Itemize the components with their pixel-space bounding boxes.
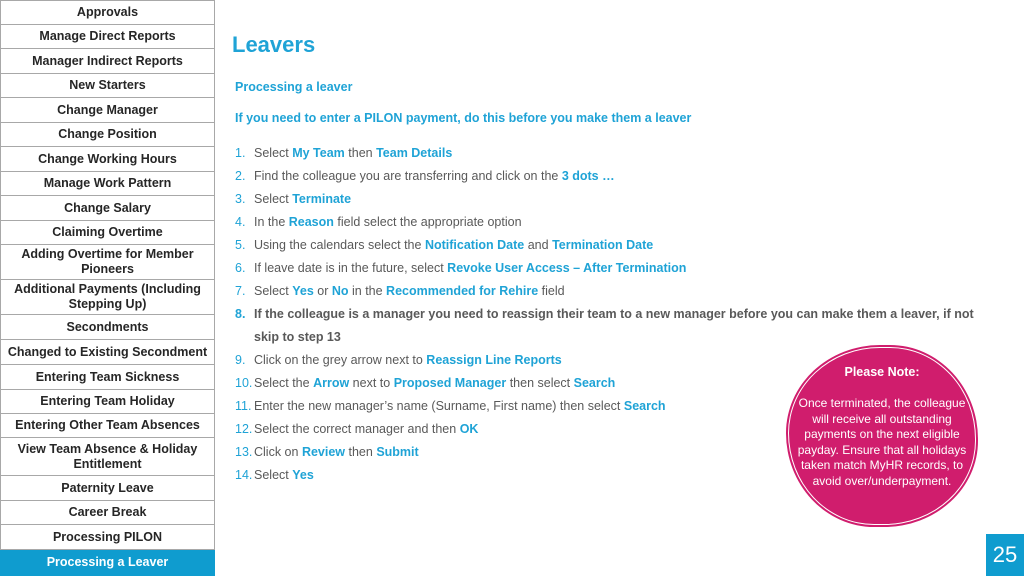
nav-item-changed-existing-secondment[interactable]: Changed to Existing Secondment: [0, 340, 215, 365]
step-highlight: OK: [459, 422, 479, 436]
step-highlight: No: [331, 284, 349, 298]
nav-item-view-team-absence-holiday[interactable]: View Team Absence & Holiday Entitlement: [0, 438, 215, 476]
step-text: [254, 211, 994, 234]
step-text-part: If leave date is in the future, select: [254, 261, 448, 275]
nav-item-change-salary[interactable]: Change Salary: [0, 196, 215, 221]
nav-item-entering-team-sickness[interactable]: Entering Team Sickness: [0, 365, 215, 390]
step-text: [254, 188, 994, 211]
step-number: 12.: [235, 422, 253, 436]
step-number: 10.: [235, 376, 253, 390]
step-number: 8.: [235, 307, 246, 321]
nav-item-new-starters[interactable]: New Starters: [0, 74, 215, 98]
step-highlight: Submit: [376, 445, 419, 459]
step-text-part: then select: [506, 376, 574, 390]
please-note-body: Once terminated, the colleague will receive all outstanding payments on the next eligible payday. Ensure that all holidays taken match MyHR records, to avoid over/underpayment.: [797, 396, 967, 488]
please-note-title: Please Note:: [844, 365, 920, 379]
page-title: Leavers: [232, 32, 316, 57]
step-text-part: or: [313, 284, 332, 298]
step-highlight: Team Details: [376, 146, 453, 160]
step-text-part: Click on: [254, 445, 302, 459]
step-text-part: Enter the new manager’s name (Surname, First name) then select: [254, 399, 624, 413]
step-text-part: Select the: [254, 376, 314, 390]
step-highlight: Proposed Manager: [393, 376, 507, 390]
step-text: [254, 303, 994, 349]
step-number: 14.: [235, 468, 253, 482]
step-highlight: Arrow: [313, 376, 350, 390]
step-number: 5.: [235, 238, 246, 252]
step-text-part: Click on the grey arrow next to: [254, 353, 427, 367]
nav-item-adding-overtime-member-pioneers[interactable]: Adding Overtime for Member Pioneers: [0, 245, 215, 280]
nav-item-change-working-hours[interactable]: Change Working Hours: [0, 147, 215, 172]
step-text: [254, 165, 994, 188]
nav-item-manager-indirect-reports[interactable]: Manager Indirect Reports: [0, 49, 215, 74]
step-text-part: If the colleague is a manager you need to reassign their team to a new manager before you can make them a leaver, if not skip to step 13: [254, 307, 974, 344]
step-text-part: Find the colleague you are transferring and click on the: [254, 169, 562, 183]
step-text-part: Select: [254, 192, 293, 206]
step-text-part: In the: [254, 215, 289, 229]
step-number: 1.: [235, 146, 246, 160]
page-number: 25: [986, 534, 1024, 576]
step-text-part: Select the correct manager and then: [254, 422, 460, 436]
pilon-instruction: If you need to enter a PILON payment, do this before you make them a leaver: [235, 111, 692, 125]
nav-item-career-break[interactable]: Career Break: [0, 501, 215, 525]
step-highlight: My Team: [292, 146, 345, 160]
step-text-part: field select the appropriate option: [333, 215, 522, 229]
step-highlight: Reason: [288, 215, 334, 229]
nav-item-manage-direct-reports[interactable]: Manage Direct Reports: [0, 25, 215, 49]
step-highlight: Terminate: [292, 192, 352, 206]
nav-item-entering-other-team-absences[interactable]: Entering Other Team Absences: [0, 414, 215, 438]
step-highlight: Reassign Line Reports: [426, 353, 562, 367]
step-highlight: 3 dots …: [561, 169, 615, 183]
step-highlight: Notification Date: [424, 238, 525, 252]
step-highlight: Recommended for Rehire: [386, 284, 539, 298]
step-text-part: Select: [254, 146, 293, 160]
nav-item-manage-work-pattern[interactable]: Manage Work Pattern: [0, 172, 215, 196]
step-highlight: Revoke User Access – After Termination: [447, 261, 687, 275]
step-text-part: then: [344, 146, 377, 160]
step-text-part: Select: [254, 468, 293, 482]
step-number: 3.: [235, 192, 246, 206]
step-number: 6.: [235, 261, 246, 275]
step-highlight: Yes: [292, 284, 314, 298]
step-text-part: and: [524, 238, 553, 252]
step-text-part: next to: [349, 376, 394, 390]
step-number: 2.: [235, 169, 246, 183]
step-highlight: Review: [301, 445, 346, 459]
nav-item-change-position[interactable]: Change Position: [0, 123, 215, 147]
step-number: 4.: [235, 215, 246, 229]
nav-item-additional-payments[interactable]: Additional Payments (Including Stepping Up): [0, 280, 215, 315]
step-text-part: field: [538, 284, 565, 298]
step-text-part: in the: [348, 284, 387, 298]
step-highlight: Search: [573, 376, 616, 390]
nav-item-paternity-leave[interactable]: Paternity Leave: [0, 476, 215, 501]
sidebar-nav: [0, 0, 216, 576]
nav-item-secondments[interactable]: Secondments: [0, 315, 215, 340]
nav-item-change-manager[interactable]: Change Manager: [0, 98, 215, 123]
step-text-part: Using the calendars select the: [254, 238, 425, 252]
step-text-part: then: [345, 445, 377, 459]
nav-item-claiming-overtime[interactable]: Claiming Overtime: [0, 221, 215, 245]
nav-item-entering-team-holiday[interactable]: Entering Team Holiday: [0, 390, 215, 414]
step-text: [254, 234, 994, 257]
step-number: 13.: [235, 445, 253, 459]
nav-item-processing-a-leaver[interactable]: Processing a Leaver: [0, 550, 215, 576]
step-text: [254, 142, 994, 165]
step-text: [254, 257, 994, 280]
step-text-part: Select: [254, 284, 293, 298]
nav-item-processing-pilon[interactable]: Processing PILON: [0, 525, 215, 550]
section-subtitle: Processing a leaver: [235, 80, 353, 94]
step-highlight: Search: [623, 399, 666, 413]
step-number: 7.: [235, 284, 246, 298]
step-highlight: Termination Date: [552, 238, 654, 252]
step-number: 9.: [235, 353, 246, 367]
step-number: 11.: [235, 399, 252, 413]
step-highlight: Yes: [292, 468, 314, 482]
nav-item-approvals[interactable]: Approvals: [0, 0, 215, 25]
step-text: [254, 280, 994, 303]
